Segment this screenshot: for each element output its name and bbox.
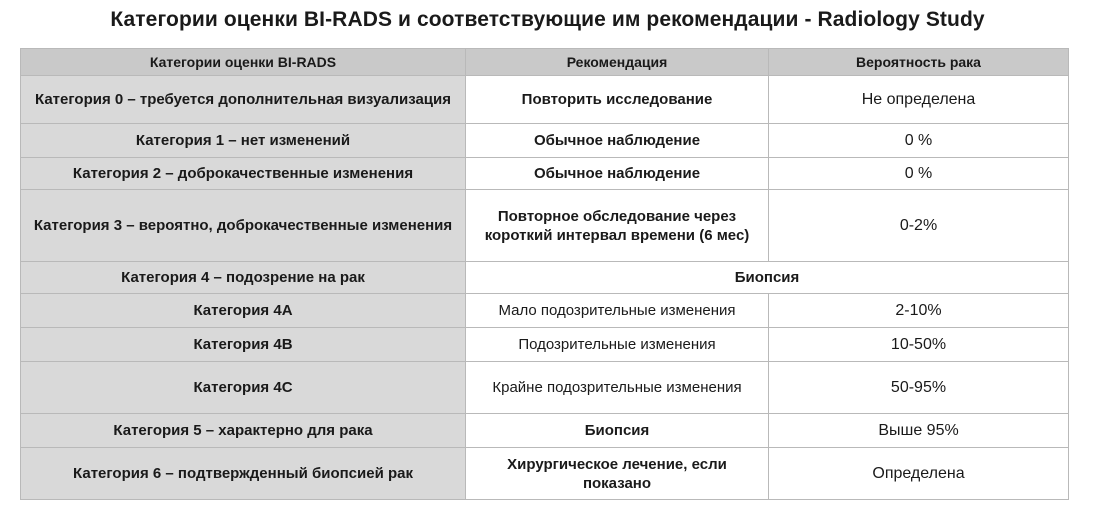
table-row bbox=[21, 448, 1069, 500]
category-cell: Категория 4C bbox=[21, 362, 466, 414]
probability-cell: Выше 95% bbox=[769, 414, 1069, 448]
table-row bbox=[21, 190, 1069, 262]
table-row bbox=[21, 294, 1069, 328]
page-title: Категории оценки BI-RADS и соответствующие им рекомендации - Radiology Study bbox=[110, 8, 985, 31]
recommendation-cell: Биопсия bbox=[466, 262, 1069, 294]
probability-cell: 2-10% bbox=[769, 294, 1069, 328]
recommendation-cell: Мало подозрительные изменения bbox=[466, 294, 769, 328]
column-header-recommendation: Рекомендация bbox=[466, 49, 769, 76]
table-row bbox=[21, 124, 1069, 158]
recommendation-cell: Повторить исследование bbox=[466, 76, 769, 124]
category-cell: Категория 3 – вероятно, доброкачественные изменения bbox=[21, 190, 466, 262]
category-cell: Категория 4A bbox=[21, 294, 466, 328]
recommendation-cell: Подозрительные изменения bbox=[466, 328, 769, 362]
probability-cell: 0 % bbox=[769, 124, 1069, 158]
category-cell: Категория 4B bbox=[21, 328, 466, 362]
category-cell: Категория 1 – нет изменений bbox=[21, 124, 466, 158]
birads-table bbox=[20, 48, 1069, 500]
recommendation-cell: Крайне подозрительные изменения bbox=[466, 362, 769, 414]
probability-cell: 50-95% bbox=[769, 362, 1069, 414]
probability-cell: Определена bbox=[769, 448, 1069, 500]
probability-cell: 0 % bbox=[769, 158, 1069, 190]
table-row bbox=[21, 76, 1069, 124]
category-cell: Категория 4 – подозрение на рак bbox=[21, 262, 466, 294]
table-row bbox=[21, 262, 1069, 294]
table-row bbox=[21, 158, 1069, 190]
category-cell: Категория 0 – требуется дополнительная визуализация bbox=[21, 76, 466, 124]
table-row bbox=[21, 328, 1069, 362]
category-cell: Категория 6 – подтвержденный биопсией рак bbox=[21, 448, 466, 500]
table-header-row bbox=[21, 49, 1069, 76]
probability-cell: Не определена bbox=[769, 76, 1069, 124]
recommendation-cell: Обычное наблюдение bbox=[466, 124, 769, 158]
recommendation-cell: Повторное обследование через короткий интервал времени (6 мес) bbox=[466, 190, 769, 262]
table-row bbox=[21, 362, 1069, 414]
recommendation-cell: Биопсия bbox=[466, 414, 769, 448]
recommendation-cell: Обычное наблюдение bbox=[466, 158, 769, 190]
category-cell: Категория 5 – характерно для рака bbox=[21, 414, 466, 448]
probability-cell: 10-50% bbox=[769, 328, 1069, 362]
recommendation-cell: Хирургическое лечение, если показано bbox=[466, 448, 769, 500]
table-row bbox=[21, 414, 1069, 448]
probability-cell: 0-2% bbox=[769, 190, 1069, 262]
column-header-probability: Вероятность рака bbox=[769, 49, 1069, 76]
column-header-category: Категории оценки BI-RADS bbox=[21, 49, 466, 76]
category-cell: Категория 2 – доброкачественные изменения bbox=[21, 158, 466, 190]
